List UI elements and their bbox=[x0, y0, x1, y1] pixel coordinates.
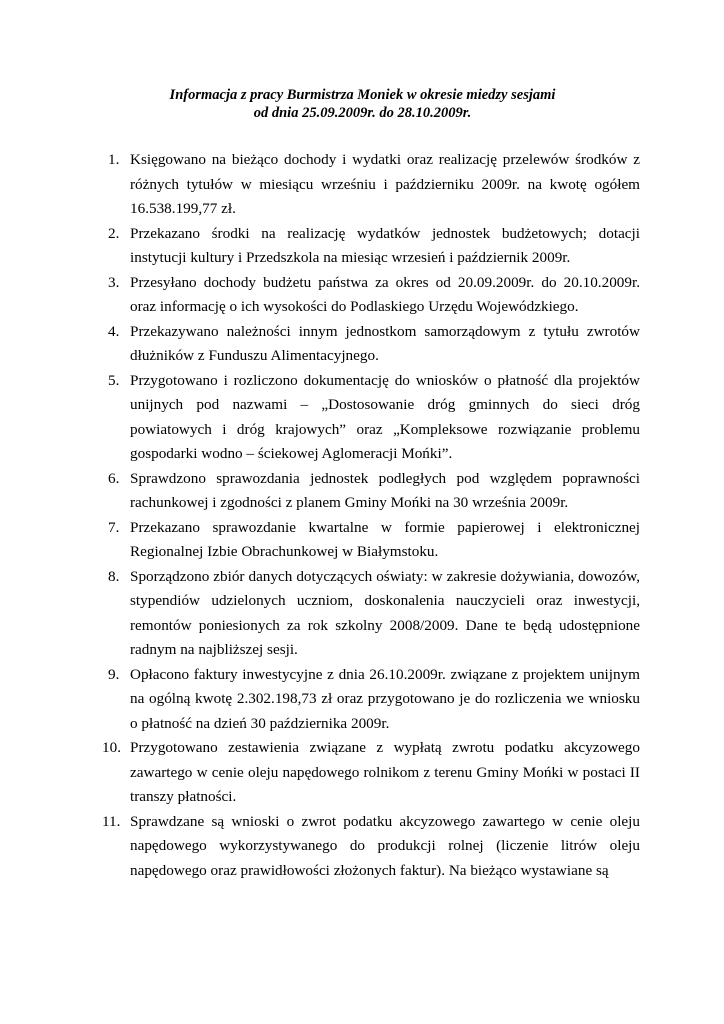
list-item-number: 8. bbox=[108, 567, 120, 585]
list-item-1 bbox=[0, 148, 724, 222]
list-item-8 bbox=[0, 565, 724, 663]
list-item-text: Księgowano na bieżąco dochody i wydatki oraz realizację przelewów środków z różnych tytułów w miesiącu wrześniu i październiku 2009r. na kwotę ogółem 16.538.199,77 zł. bbox=[130, 151, 640, 217]
list-item-3 bbox=[0, 271, 724, 320]
list-item-number: 7. bbox=[108, 518, 120, 536]
list-item-number: 10. bbox=[102, 739, 121, 756]
list-item-number: 2. bbox=[108, 224, 120, 242]
list-item-6 bbox=[0, 467, 724, 516]
list-item-number: 3. bbox=[108, 273, 120, 291]
list-item-number: 6. bbox=[108, 469, 120, 487]
list-item-text: Przygotowano i rozliczono dokumentację do wniosków o płatność dla projektów unijnych pod nazwami – „Dostosowanie dróg gminnych do sieci dróg powiatowych i dróg krajowych” oraz „Kompleksowe rozwiązanie problemu gospodarki wodno – ściekowej Aglomeracji Mońki”. bbox=[130, 371, 640, 462]
list-item-4 bbox=[0, 320, 724, 369]
list-item-number: 1. bbox=[108, 151, 120, 168]
list-item-number: 9. bbox=[108, 665, 120, 683]
list-item-7 bbox=[0, 516, 724, 565]
document-title-line-2: od dnia 25.09.2009r. do 28.10.2009r. bbox=[253, 105, 472, 121]
list-item-text: Przekazywano należności innym jednostkom samorządowym z tytułu zwrotów dłużników z Funduszu Alimentacyjnego. bbox=[130, 322, 640, 364]
list-item-text: Sporządzono zbiór danych dotyczących oświaty: w zakresie dożywiania, dowozów, stypendiów udzielonych uczniom, doskonalenia nauczycieli oraz inwestycji, remontów poniesionych za rok szkolny 2008/2009. Dane te będą udostępnione radnym na najbliższej sesji. bbox=[130, 567, 640, 658]
document-title-line-1: Informacja z pracy Burmistrza Moniek w okresie miedzy sesjami bbox=[169, 87, 556, 103]
list-item-text: Przekazano środki na realizację wydatków jednostek budżetowych; dotacji instytucji kultury i Przedszkola na miesiąc wrzesień i październik 2009r. bbox=[130, 224, 640, 266]
list-item-text: Przygotowano zestawienia związane z wypłatą zwrotu podatku akcyzowego zawartego w cenie oleju napędowego rolnikom z terenu Gminy Mońki w postaci II transzy płatności. bbox=[130, 739, 640, 805]
list-item-2 bbox=[0, 222, 724, 271]
list-item-text: Sprawdzane są wnioski o zwrot podatku akcyzowego zawartego w cenie oleju napędowego wykorzystywanego do produkcji rolnej (liczenie litrów oleju napędowego oraz prawidłowości złożonych faktur). Na bieżąco wystawiane są bbox=[130, 812, 640, 879]
list-item-text: Sprawdzono sprawozdania jednostek podległych pod względem poprawności rachunkowej i zgodności z planem Gminy Mońki na 30 września 2009r. bbox=[130, 469, 640, 511]
list-item-text: Przekazano sprawozdanie kwartalne w formie papierowej i elektronicznej Regionalnej Izbie Obrachunkowej w Białymstoku. bbox=[130, 518, 640, 560]
list-item-number: 11. bbox=[102, 812, 121, 830]
list-item-text: Opłacono faktury inwestycyjne z dnia 26.10.2009r. związane z projektem unijnym na ogólną kwotę 2.302.198,73 zł oraz przygotowano je do rozliczenia we wniosku o płatność na dzień 30 października 2009r. bbox=[130, 665, 640, 732]
list-item-number: 4. bbox=[108, 322, 120, 340]
list-item-11 bbox=[0, 810, 724, 884]
list-item-text: Przesyłano dochody budżetu państwa za okres od 20.09.2009r. do 20.10.2009r. oraz informację o ich wysokości do Podlaskiego Urzędu Wojewódzkiego. bbox=[130, 273, 640, 315]
list-item-number: 5. bbox=[108, 371, 120, 389]
list-item-10 bbox=[0, 736, 724, 810]
list-item-5 bbox=[0, 369, 724, 467]
list-item-9 bbox=[0, 663, 724, 737]
report-item-list bbox=[0, 148, 724, 883]
